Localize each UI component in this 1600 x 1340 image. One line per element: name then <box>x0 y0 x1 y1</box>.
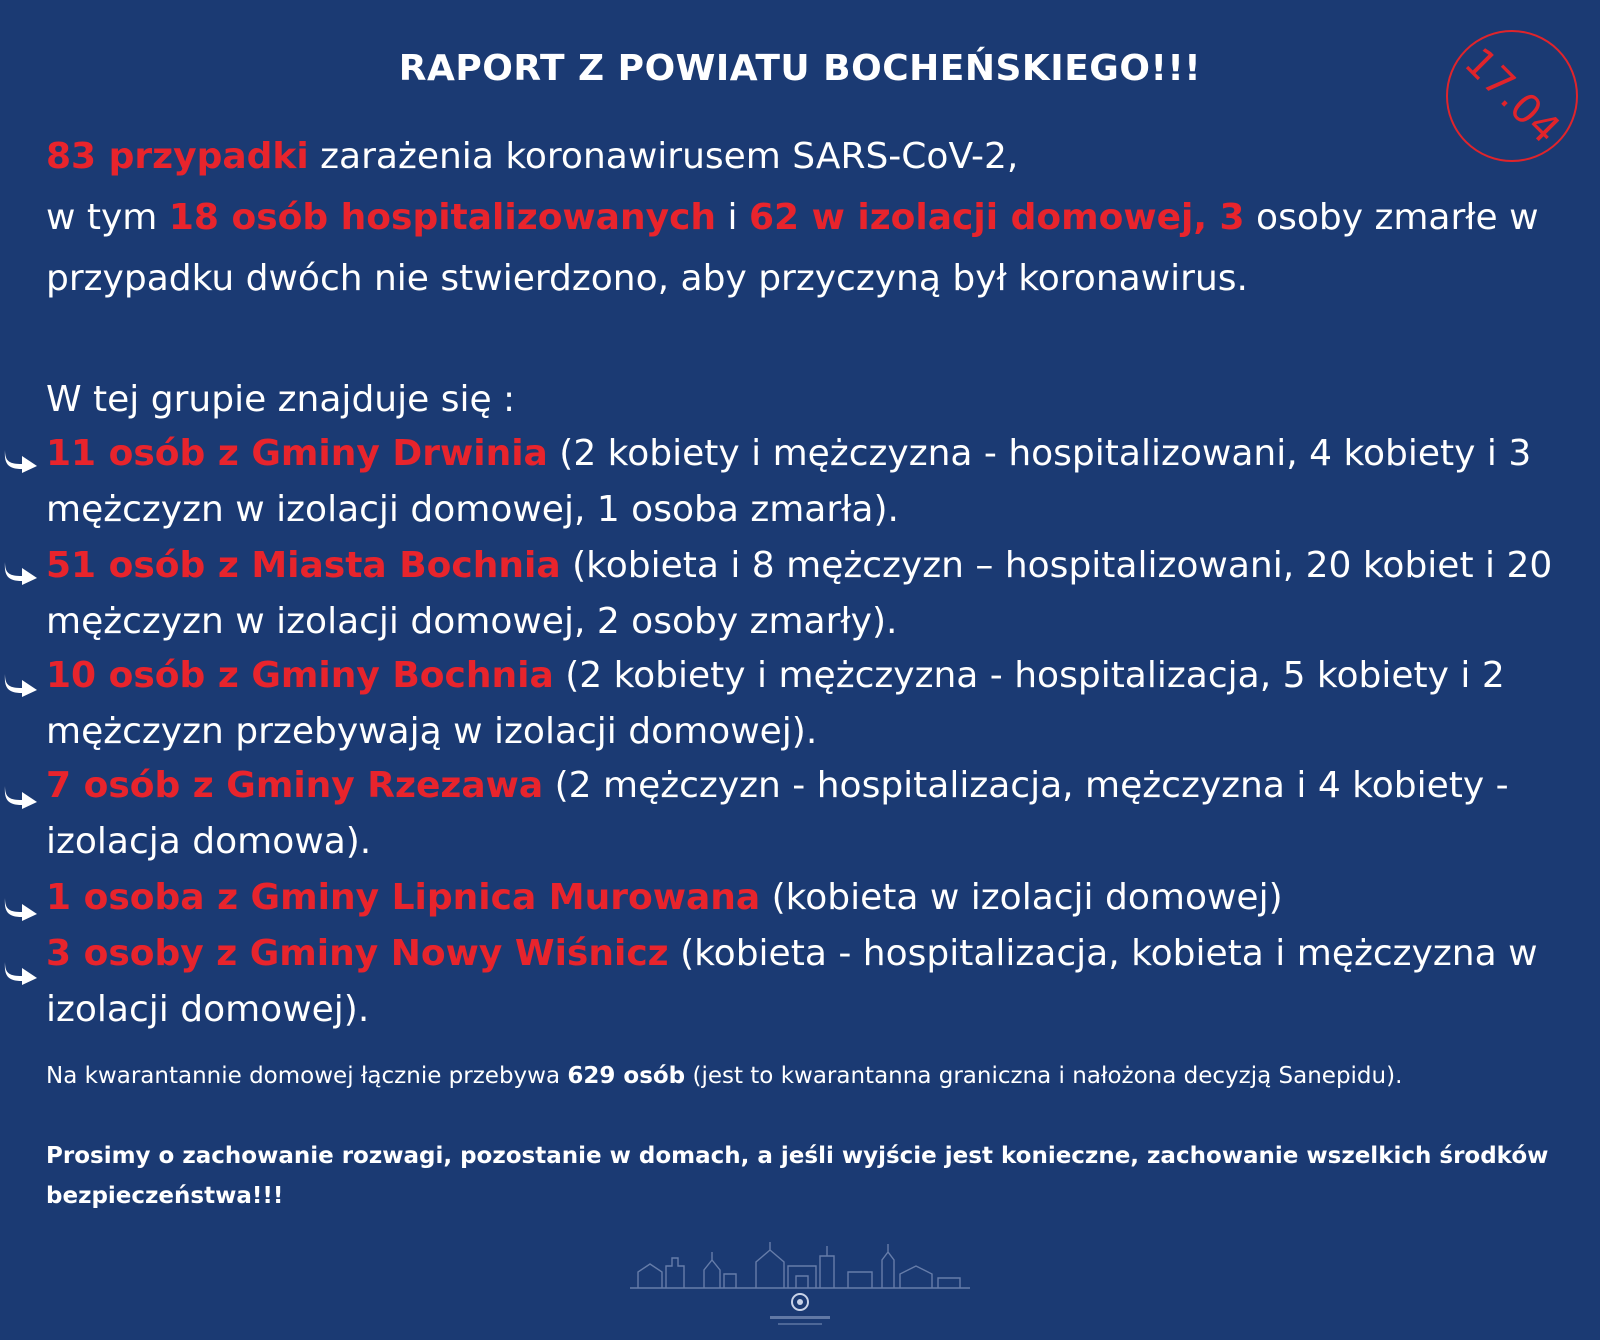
list-item <box>46 426 1566 538</box>
list-item <box>46 758 1566 870</box>
arrow-right-icon <box>2 896 40 922</box>
date-stamp-text: 17.04 <box>1455 39 1569 153</box>
item-area: 11 osób z Gminy Drwinia <box>46 433 548 474</box>
arrow-right-icon <box>2 784 40 810</box>
item-details: (2 mężczyzn - hospitalizacja, mężczyzna i 4 kobiety - izolacja domowa). <box>46 765 1509 862</box>
quarantine-suffix: (jest to kwarantanna graniczna i nałożona decyzją Sanepidu). <box>685 1063 1403 1089</box>
arrow-right-icon <box>2 560 40 586</box>
and-text: i <box>716 197 749 238</box>
arrow-right-icon <box>2 448 40 474</box>
list-item <box>46 538 1566 650</box>
county-logo-icon <box>620 1236 980 1334</box>
total-cases: 83 przypadki <box>46 136 309 177</box>
appeal-text: Prosimy o zachowanie rozwagi, pozostanie w domach, a jeśli wyjście jest konieczne, zachowanie wszelkich środków bezpieczeństwa!!! <box>46 1143 1549 1209</box>
item-details: (kobieta - hospitalizacja, kobieta i mężczyzna w izolacji domowej). <box>46 933 1538 1030</box>
report-title: RAPORT Z POWIATU BOCHEŃSKIEGO!!! <box>398 48 1202 89</box>
hospitalized-count: 18 osób hospitalizowanych <box>168 197 717 238</box>
quarantine-prefix: Na kwarantannie domowej łącznie przebywa <box>46 1063 568 1089</box>
arrow-right-icon <box>2 960 40 986</box>
item-details: (2 kobiety i mężczyzna - hospitalizowani, 4 kobiety i 3 mężczyzn w izolacji domowej, 1 osoba zmarła). <box>46 433 1532 530</box>
group-label: W tej grupie znajduje się : <box>46 379 516 420</box>
item-area: 51 osób z Miasta Bochnia <box>46 545 561 586</box>
list-item <box>46 926 1566 1038</box>
list-item <box>46 870 1566 926</box>
list-item <box>46 648 1566 760</box>
arrow-right-icon <box>2 672 40 698</box>
item-details: (2 kobiety i mężczyzna - hospitalizacja, 5 kobiety i 2 mężczyzn przebywają w izolacji domowej). <box>46 655 1505 752</box>
item-details: (kobieta w izolacji domowej) <box>760 877 1283 918</box>
deaths-description: osoby zmarłe w przypadku dwóch nie stwierdzono, aby przyczyną był koronawirus. <box>46 197 1539 299</box>
quarantine-note <box>46 1056 1556 1096</box>
item-area: 7 osób z Gminy Rzezawa <box>46 765 544 806</box>
including-prefix: w tym <box>46 197 169 238</box>
item-area: 1 osoba z Gminy Lipnica Murowana <box>46 877 761 918</box>
item-details: (kobieta i 8 mężczyzn – hospitalizowani, 20 kobiet i 20 mężczyzn w izolacji domowej, 2 osoby zmarły). <box>46 545 1553 642</box>
intro-paragraph <box>46 126 1556 309</box>
quarantine-count: 629 osób <box>567 1063 686 1089</box>
item-area: 3 osoby z Gminy Nowy Wiśnicz <box>46 933 669 974</box>
item-area: 10 osób z Gminy Bochnia <box>46 655 554 696</box>
isolation-count: 62 w izolacji domowej, 3 <box>748 197 1245 238</box>
cases-description: zarażenia koronawirusem SARS-CoV-2, <box>308 136 1019 177</box>
